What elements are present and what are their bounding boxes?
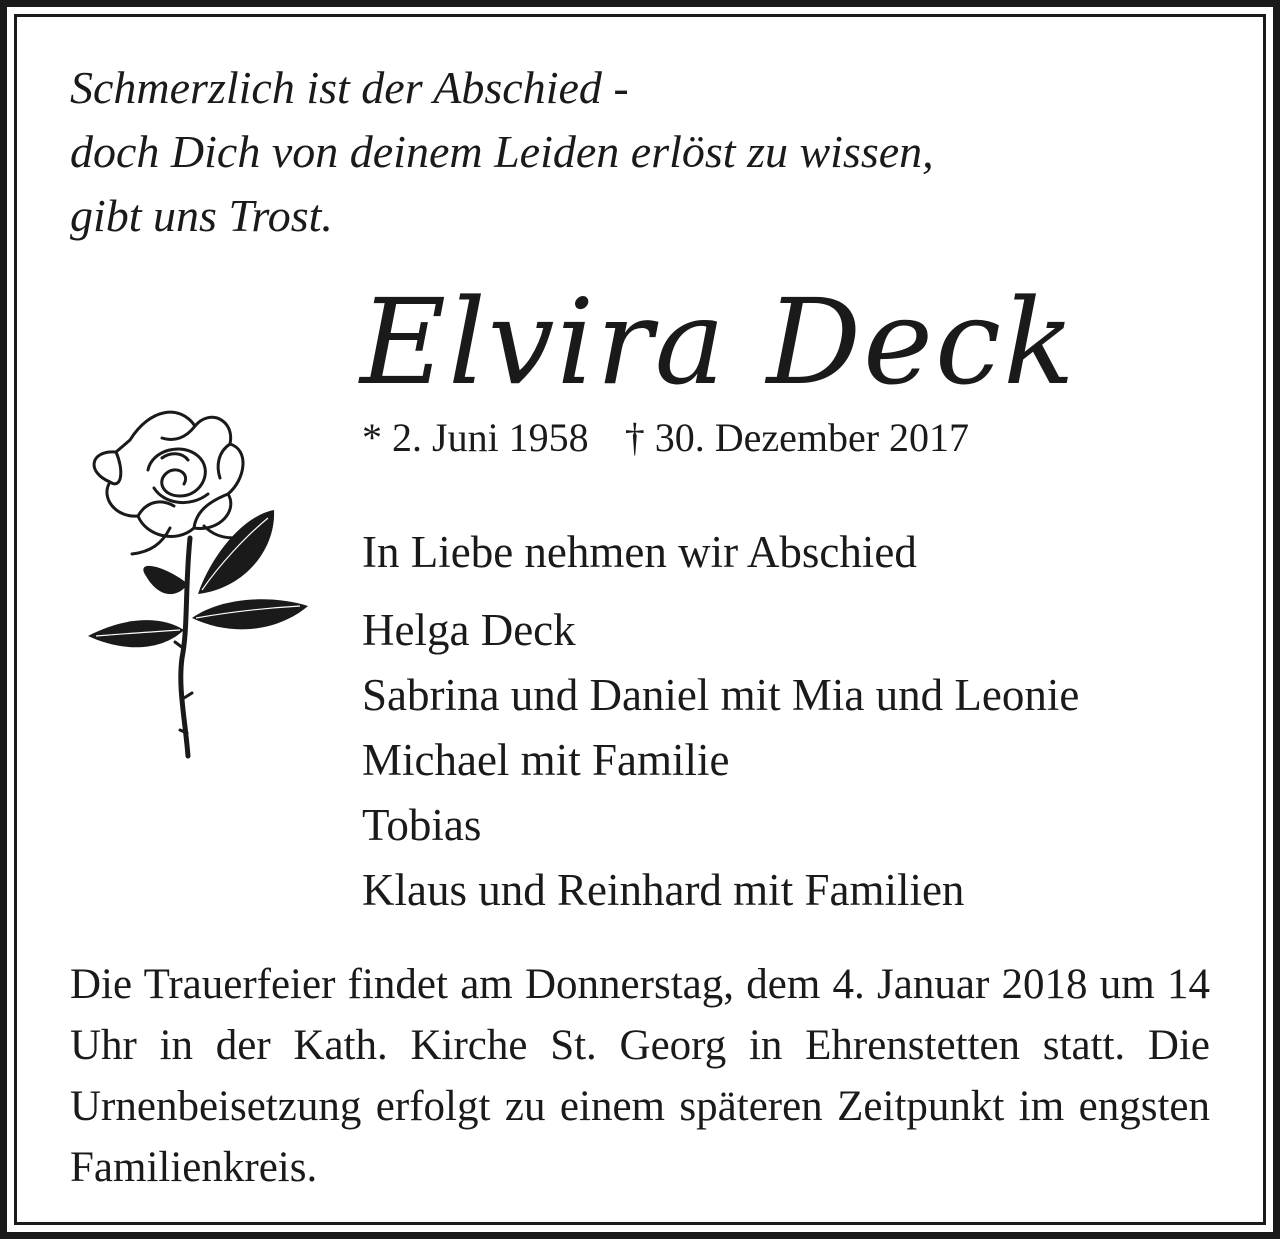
- mourner-item: Klaus und Reinhard mit Familien: [362, 865, 965, 915]
- farewell-line: In Liebe nehmen wir Abschied: [362, 527, 917, 577]
- deceased-name-text: Elvira Deck: [360, 273, 1077, 411]
- quote-line-2: doch Dich von deinem Leiden erlöst zu wissen,: [70, 126, 934, 177]
- birth-date: * 2. Juni 1958: [362, 415, 589, 460]
- funeral-notice: Die Trauerfeier findet am Donnerstag, dem 4. Januar 2018 um 14 Uhr in der Kath. Kirche St. Georg in Ehrenstetten statt. Die Urnenbeisetzung erfolgt zu einem späteren Zeitpunkt im engsten Familienkreis.: [70, 961, 1210, 1191]
- deceased-name: [360, 272, 1240, 412]
- mourner-item: Helga Deck: [362, 605, 576, 655]
- death-date: † 30. Dezember 2017: [624, 415, 970, 460]
- mourner-item: Michael mit Familie: [362, 735, 730, 785]
- rose-icon: [70, 398, 320, 778]
- mourner-item: Sabrina und Daniel mit Mia und Leonie: [362, 670, 1080, 720]
- life-dates: [362, 414, 969, 462]
- mourners-list: [362, 598, 1079, 923]
- quote: [70, 56, 1170, 248]
- mourner-item: Tobias: [362, 800, 482, 850]
- quote-line-3: gibt uns Trost.: [70, 190, 333, 241]
- quote-line-1: Schmerzlich ist der Abschied -: [70, 62, 629, 113]
